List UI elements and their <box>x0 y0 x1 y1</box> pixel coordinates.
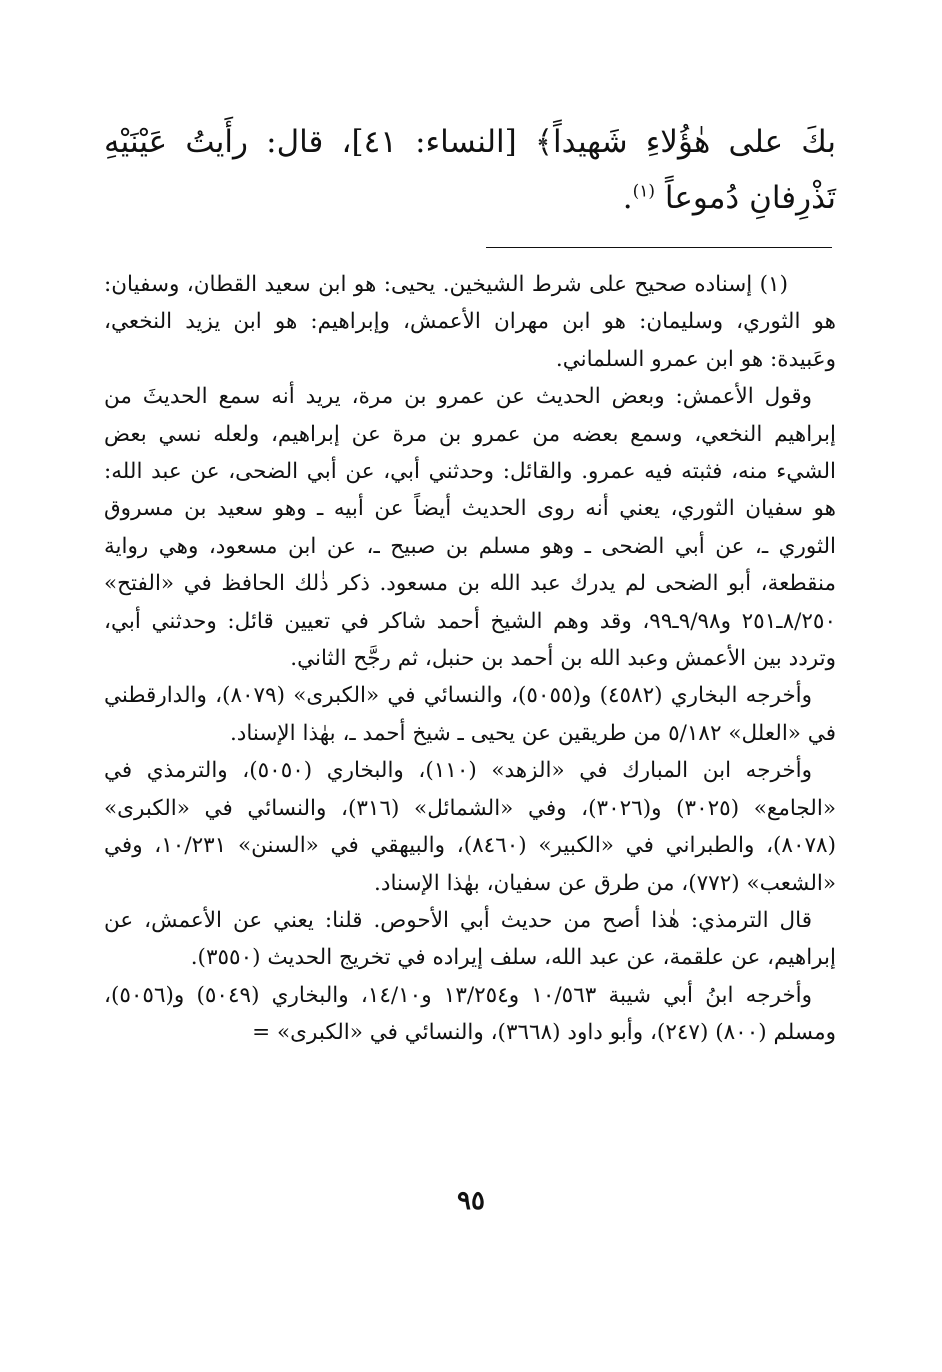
footnote-number: (١) <box>759 272 788 297</box>
page-number: ٩٥ <box>457 1186 485 1216</box>
footnotes <box>104 266 836 1052</box>
footnote-paragraph <box>104 266 836 378</box>
main-text-end-mark: . <box>622 180 633 216</box>
footnote-text: إسناده صحيح على شرط الشيخين. يحيى: هو ابن سعيد القطان، وسفيان: هو الثوري، وسليمان: هو ابن مهران الأعمش، وإبراهيم: هو ابن يزيد النخعي، وعَبيدة: هو ابن عمرو السلماني. <box>104 272 836 372</box>
main-text <box>104 114 836 226</box>
footnote-paragraph: وأخرجه ابن المبارك في «الزهد» (١١٠)، والبخاري (٥٠٥٠)، والترمذي في «الجامع» (٣٠٢٥) و(٣٠٢٦)، وفي «الشمائل» (٣١٦)، والنسائي في «الكبرى» (٨٠٧٨)، والطبراني في «الكبير» (٨٤٦٠)، والبيهقي في «السنن» ١٠/٢٣١، وفي «الشعب» (٧٧٢)، من طرق عن سفيان، بهٰذا الإسناد. <box>104 758 836 896</box>
footnote-paragraph: قال الترمذي: هٰذا أصح من حديث أبي الأحوص. قلنا: يعني عن الأعمش، عن إبراهيم، عن علقمة، عن عبد الله، سلف إيراده في تخريج الحديث (٣٥٥٠). <box>104 907 836 971</box>
footnote-reference: (١) <box>632 181 656 202</box>
main-text-body: بكَ على هٰؤُلاءِ شَهيداً﴾ [النساء: ٤١]، قال: رأَيتُ عَيْنَيْهِ تَذْرِفانِ دُموعاً <box>104 124 836 216</box>
footnote-separator <box>486 247 832 248</box>
footnote-paragraph: وقول الأعمش: وبعض الحديث عن عمرو بن مرة، يريد أنه سمع الحديثَ من إبراهيم النخعي، وسمع بعضه من عمرو بن مرة عن إبراهيم، ولعله نسي بعض الشيء منه، فثبته فيه عمرو. والقائل: وحدثني أبي، عن أبي الضحى، عن عبد الله: هو سفيان الثوري، يعني أنه روى الحديث أيضاً عن أبيه ـ وهو سعيد بن مسروق الثوري ـ، عن أبي الضحى ـ وهو مسلم بن صبيح ـ، عن ابن مسعود، وهي رواية منقطعة، أبو الضحى لم يدرك عبد الله بن مسعود. ذكر ذٰلك الحافظ في «الفتح» ٨/٢٥٠ـ٢٥١ و٩/٩٨ـ٩٩، وقد وهم الشيخ أحمد شاكر في تعيين قائل: وحدثني أبي، وتردد بين الأعمش وعبد الله بن أحمد بن حنبل، ثم رجَّح الثاني. <box>104 384 837 672</box>
footnote-paragraph: وأخرجه البخاري (٤٥٨٢) و(٥٠٥٥)، والنسائي في «الكبرى» (٨٠٧٩)، والدارقطني في «العلل» ٥/١٨٢ من طريقين عن يحيى ـ شيخ أحمد ـ، بهٰذا الإسناد. <box>104 683 836 746</box>
footnote-paragraph: وأخرجه ابنُ أبي شيبة ١٠/٥٦٣ و١٣/٢٥٤ و١٤/١٠، والبخاري (٥٠٤٩) و(٥٠٥٦)، ومسلم (٨٠٠) (٢٤٧)، وأبو داود (٣٦٦٨)، والنسائي في «الكبرى» = <box>104 982 836 1046</box>
